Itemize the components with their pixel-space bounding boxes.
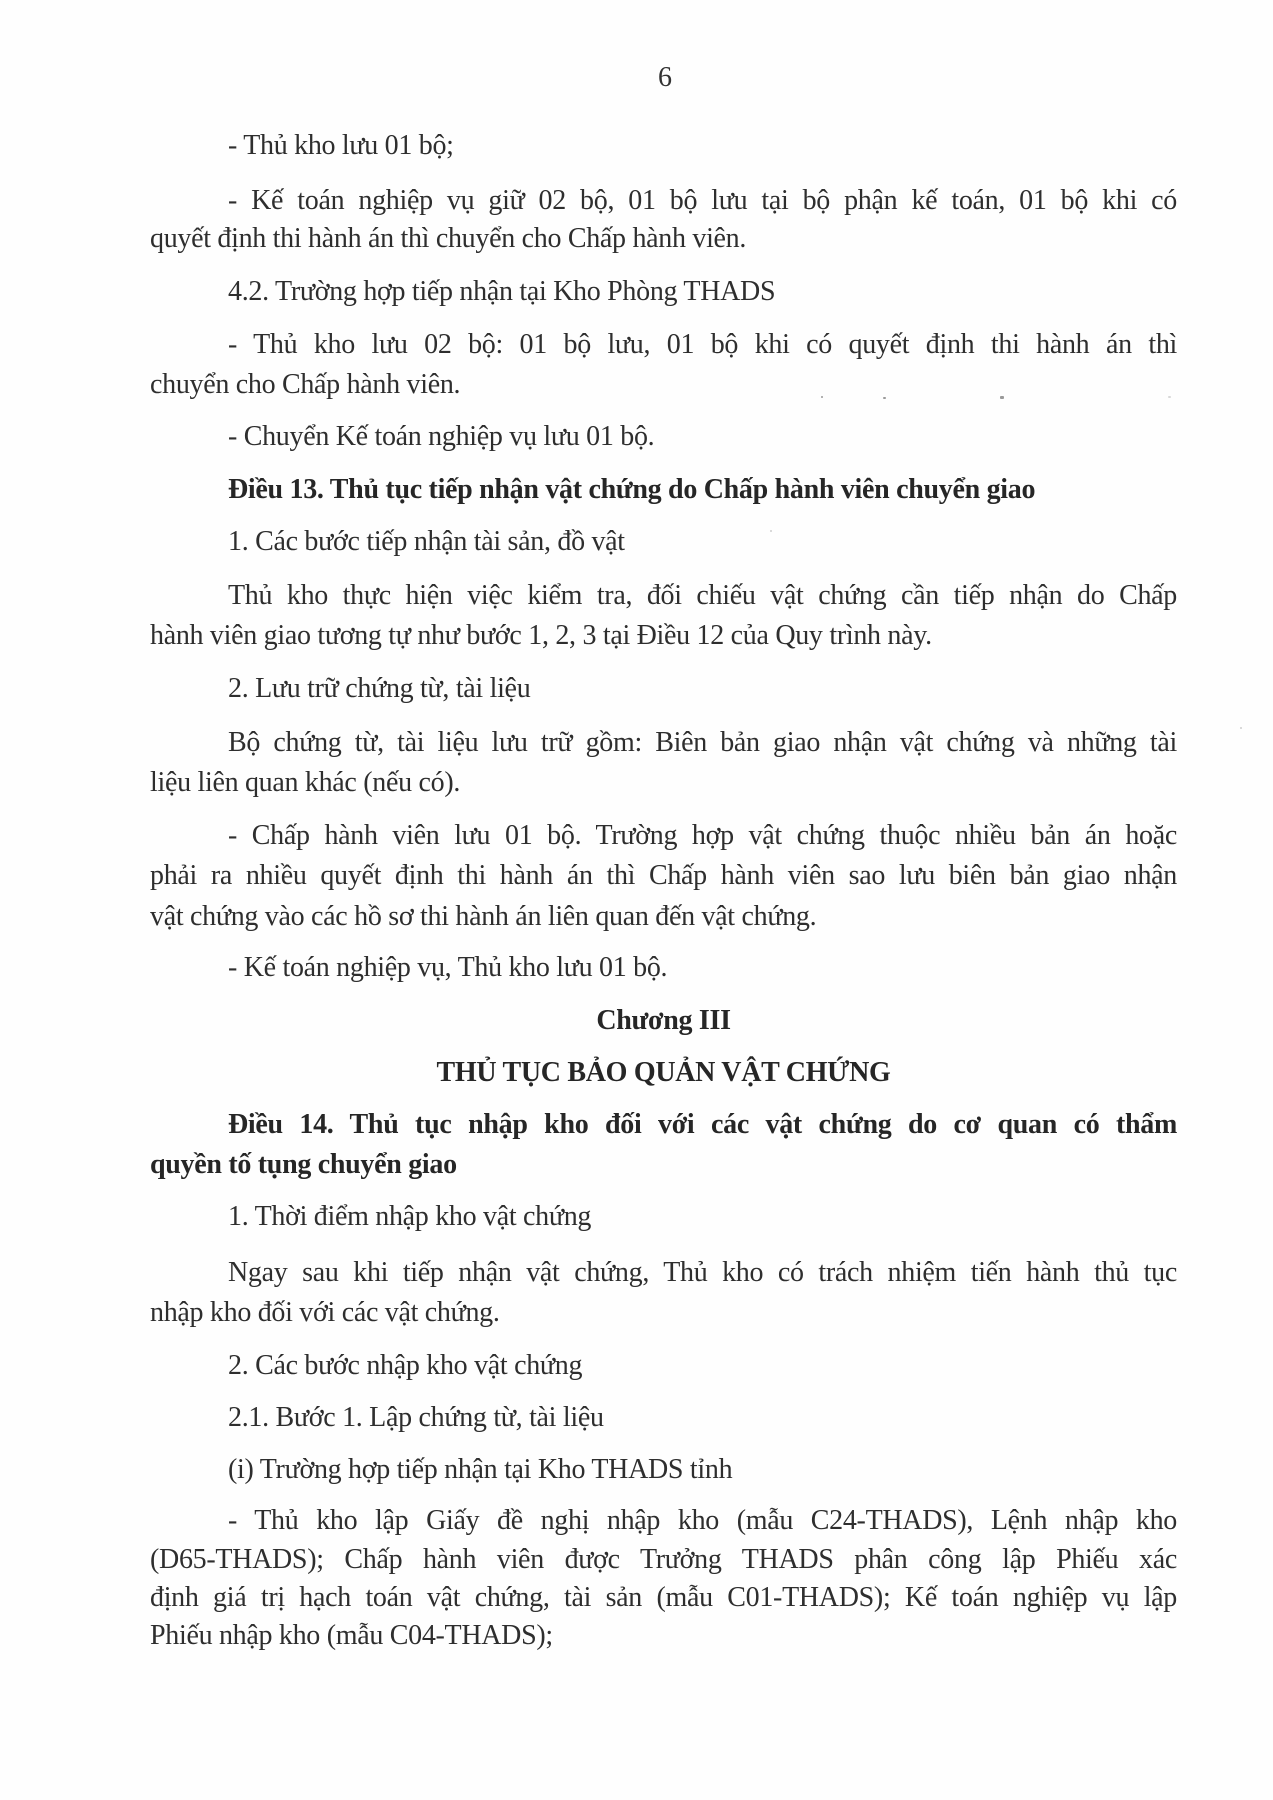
paragraph-line: nhập kho đối với các vật chứng.: [150, 1297, 500, 1328]
paragraph-line: vật chứng vào các hồ sơ thi hành án liên quan đến vật chứng.: [150, 901, 817, 932]
paragraph-line: hành viên giao tương tự như bước 1, 2, 3 tại Điều 12 của Quy trình này.: [150, 620, 932, 651]
chapter-title: Chương III: [596, 1005, 731, 1036]
scan-speck: [821, 396, 823, 398]
page-number: 6: [658, 62, 672, 93]
scan-speck: [770, 530, 772, 532]
article-heading-continued: quyền tố tụng chuyển giao: [150, 1149, 457, 1180]
article-heading: Điều 14. Thủ tục nhập kho đối với các vật chứng do cơ quan có thẩm: [228, 1109, 1177, 1140]
paragraph-line: Bộ chứng từ, tài liệu lưu trữ gồm: Biên bản giao nhận vật chứng và những tài: [228, 727, 1177, 758]
article-heading: Điều 13. Thủ tục tiếp nhận vật chứng do Chấp hành viên chuyển giao: [228, 474, 1036, 505]
paragraph-line: Thủ kho thực hiện việc kiểm tra, đối chiếu vật chứng cần tiếp nhận do Chấp: [228, 580, 1177, 611]
paragraph-line: - Thủ kho lập Giấy đề nghị nhập kho (mẫu C24-THADS), Lệnh nhập kho: [228, 1505, 1177, 1536]
paragraph-line: - Chuyển Kế toán nghiệp vụ lưu 01 bộ.: [228, 421, 655, 452]
paragraph-line: - Chấp hành viên lưu 01 bộ. Trường hợp vật chứng thuộc nhiều bản án hoặc: [228, 820, 1177, 851]
scan-speck: [1000, 396, 1004, 399]
section-subheading: (i) Trường hợp tiếp nhận tại Kho THADS tỉnh: [228, 1454, 733, 1485]
paragraph-line: - Thủ kho lưu 01 bộ;: [228, 130, 454, 161]
scan-speck: [883, 397, 886, 399]
paragraph-line: - Kế toán nghiệp vụ, Thủ kho lưu 01 bộ.: [228, 952, 668, 983]
scan-speck: [1240, 727, 1242, 729]
paragraph-line: quyết định thi hành án thì chuyển cho Chấp hành viên.: [150, 223, 747, 254]
section-subheading: 2.1. Bước 1. Lập chứng từ, tài liệu: [228, 1402, 604, 1433]
paragraph-line: liệu liên quan khác (nếu có).: [150, 767, 461, 798]
section-subheading: 2. Các bước nhập kho vật chứng: [228, 1350, 583, 1381]
section-subheading: 2. Lưu trữ chứng từ, tài liệu: [228, 673, 531, 704]
section-subheading: 4.2. Trường hợp tiếp nhận tại Kho Phòng THADS: [228, 276, 776, 307]
paragraph-line: định giá trị hạch toán vật chứng, tài sản (mẫu C01-THADS); Kế toán nghiệp vụ lập: [150, 1582, 1177, 1613]
paragraph-line: - Thủ kho lưu 02 bộ: 01 bộ lưu, 01 bộ khi có quyết định thi hành án thì: [228, 329, 1177, 360]
section-subheading: 1. Thời điểm nhập kho vật chứng: [228, 1201, 592, 1232]
paragraph-line: chuyển cho Chấp hành viên.: [150, 369, 461, 400]
paragraph-line: Ngay sau khi tiếp nhận vật chứng, Thủ kho có trách nhiệm tiến hành thủ tục: [228, 1257, 1177, 1288]
paragraph-line: phải ra nhiều quyết định thi hành án thì Chấp hành viên sao lưu biên bản giao nhận: [150, 860, 1177, 891]
scan-speck: [1168, 396, 1171, 398]
paragraph-line: (D65-THADS); Chấp hành viên được Trưởng THADS phân công lập Phiếu xác: [150, 1544, 1177, 1575]
paragraph-line: Phiếu nhập kho (mẫu C04-THADS);: [150, 1620, 553, 1651]
paragraph-line: - Kế toán nghiệp vụ giữ 02 bộ, 01 bộ lưu tại bộ phận kế toán, 01 bộ khi có: [228, 185, 1177, 216]
section-subheading: 1. Các bước tiếp nhận tài sản, đồ vật: [228, 526, 625, 557]
chapter-subtitle: THỦ TỤC BẢO QUẢN VẬT CHỨNG: [436, 1057, 891, 1088]
